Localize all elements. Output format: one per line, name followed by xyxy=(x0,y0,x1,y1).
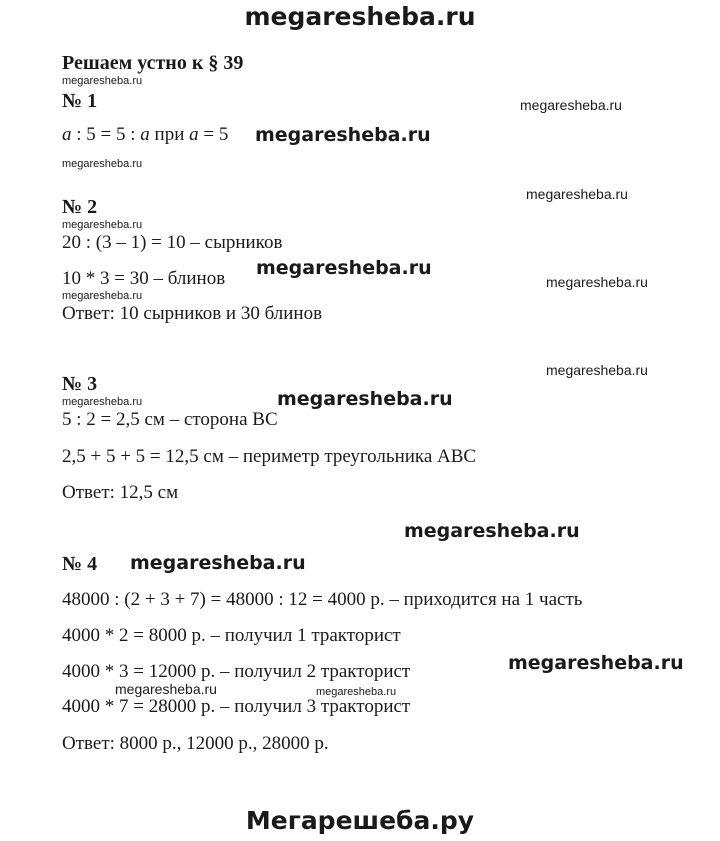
watermark: megaresheba.ru xyxy=(62,219,143,231)
watermark: megaresheba.ru xyxy=(508,652,684,674)
watermark: megaresheba.ru xyxy=(277,388,453,410)
problem-4-line-4: 4000 * 7 = 28000 р. – получил 3 тракторист xyxy=(62,696,411,717)
problem-2-line-3: Ответ: 10 сырников и 30 блинов xyxy=(62,303,323,324)
watermark: megaresheba.ru xyxy=(256,257,432,279)
problem-4-line-3: 4000 * 3 = 12000 р. – получил 2 тракторист xyxy=(62,661,411,682)
watermark: megaresheba.ru xyxy=(520,97,622,113)
problem-4-line-5: Ответ: 8000 р., 12000 р., 28000 р. xyxy=(62,733,329,754)
watermark: megaresheba.ru xyxy=(115,681,217,697)
watermark: megaresheba.ru xyxy=(130,552,306,574)
watermark: megaresheba.ru xyxy=(404,520,580,542)
watermark: megaresheba.ru xyxy=(62,396,143,408)
problem-1-line-1: a : 5 = 5 : a при a = 5 xyxy=(62,124,229,145)
problem-4-number: № 4 xyxy=(62,553,98,575)
problem-3-line-2: 2,5 + 5 + 5 = 12,5 см – периметр треугольника АВС xyxy=(62,446,477,467)
watermark: megaresheba.ru xyxy=(62,75,143,87)
problem-3-line-3: Ответ: 12,5 см xyxy=(62,482,179,503)
watermark: megaresheba.ru xyxy=(546,362,648,378)
problem-3-line-1: 5 : 2 = 2,5 см – сторона ВС xyxy=(62,409,278,430)
problem-2-number: № 2 xyxy=(62,196,98,218)
watermark: megaresheba.ru xyxy=(526,186,628,202)
problem-1-number: № 1 xyxy=(62,90,98,112)
problem-2-line-1: 20 : (3 – 1) = 10 – сырников xyxy=(62,232,283,253)
problem-4-line-1: 48000 : (2 + 3 + 7) = 48000 : 12 = 4000 р. – приходится на 1 часть xyxy=(62,589,583,610)
site-header-title: megaresheba.ru xyxy=(244,2,476,31)
site-footer-title: Мегарешеба.ру xyxy=(245,806,475,835)
problem-4-line-2: 4000 * 2 = 8000 р. – получил 1 тракторист xyxy=(62,625,401,646)
watermark: megaresheba.ru xyxy=(316,686,397,698)
watermark: megaresheba.ru xyxy=(255,124,431,146)
problem-3-number: № 3 xyxy=(62,373,98,395)
problem-2-line-2: 10 * 3 = 30 – блинов xyxy=(62,268,226,289)
watermark: megaresheba.ru xyxy=(62,290,143,302)
watermark: megaresheba.ru xyxy=(546,274,648,290)
watermark: megaresheba.ru xyxy=(62,158,143,170)
page-heading: Решаем устно к § 39 xyxy=(62,52,244,74)
